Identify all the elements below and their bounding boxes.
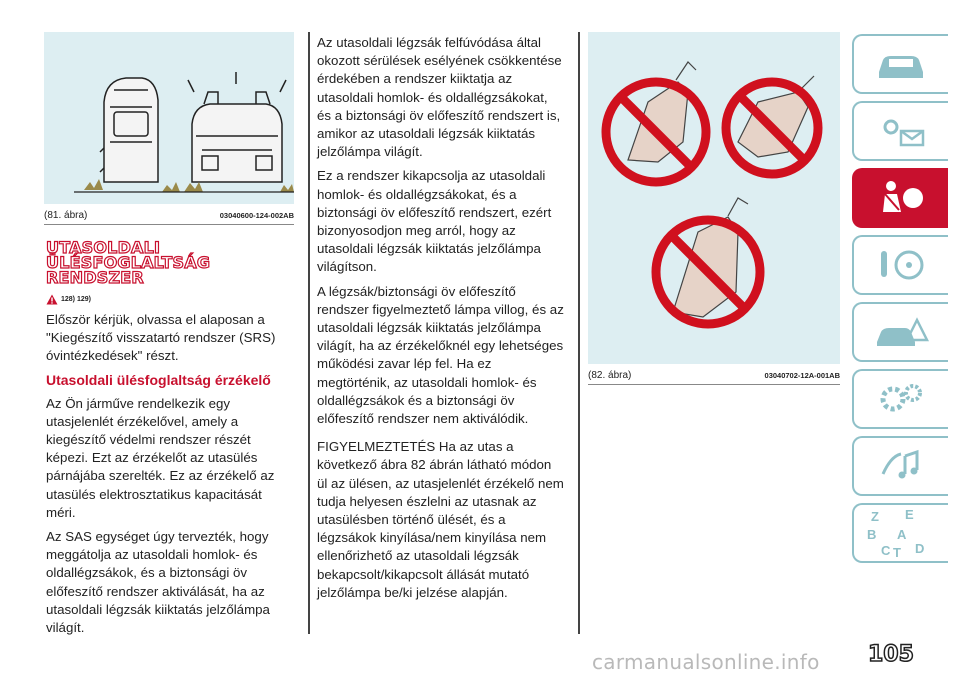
key-steering-icon bbox=[871, 245, 931, 285]
figure-81-caption bbox=[44, 210, 294, 225]
index-letter-a: A bbox=[897, 527, 907, 542]
figure-82-label: (82. ábra) bbox=[588, 370, 632, 381]
section-title-line1: UTASOLDALI bbox=[46, 238, 161, 257]
column-divider-1 bbox=[308, 32, 310, 634]
watermark: carmanualsonline.info bbox=[592, 650, 820, 674]
index-letter-e: E bbox=[905, 507, 914, 522]
breakdown-icon bbox=[871, 312, 931, 352]
figure-82-caption bbox=[588, 370, 840, 385]
text-column-2 bbox=[317, 34, 565, 608]
index-letter-c: C bbox=[881, 543, 891, 558]
index-letter-z: Z bbox=[871, 509, 879, 524]
multimedia-icon bbox=[871, 446, 931, 486]
intro-paragraph: Először kérjük, olvassa el alaposan a "Kiegészítő visszatartó rendszer (SRS) óvintézkedések" részt. bbox=[46, 312, 276, 364]
page-number: 105 bbox=[868, 642, 914, 667]
index-letter-t: T bbox=[893, 545, 901, 559]
tab-airbag-seatbelt[interactable] bbox=[852, 168, 948, 228]
airbag-seatbelt-icon bbox=[871, 178, 931, 218]
col2-paragraph-3: A légzsák/biztonsági öv előfeszítő rendszer figyelmeztető lámpa villog, és az utasoldali légzsák kiiktatás jelzőlámpa világít, ha az érzékelőknél egy lehetséges működési zavar lép fel. Ha ez megtörténik, az utasoldali homlok- és oldallégzsákok és a biztonsági öv előfeszítő rendszer nem aktiválódik. bbox=[317, 283, 564, 427]
warning-triangle-icon bbox=[46, 294, 58, 305]
figure-81-image bbox=[44, 32, 294, 204]
tab-multimedia[interactable] bbox=[852, 436, 948, 496]
section-title-line2: ÜLÉSFOGLALTSÁG bbox=[46, 253, 211, 272]
subheading: Utasoldali ülésfoglaltság érzékelő bbox=[46, 371, 271, 388]
tab-dashboard[interactable] bbox=[852, 34, 948, 94]
car-dashboard-icon bbox=[871, 44, 931, 84]
tab-breakdown[interactable] bbox=[852, 302, 948, 362]
tab-key-steering[interactable] bbox=[852, 235, 948, 295]
paragraph-1: Az Ön járműve rendelkezik egy utasjelenlét érzékelővel, amely a kiegészítő védelmi rendszer részét képezi. Ezt az érzékelőt az utasülés párnájába szerelték. Ez az érzékelő az utasülés elektrosztatikus kapacitását méri. bbox=[46, 395, 275, 520]
warning-lights-icon bbox=[871, 111, 931, 151]
col2-paragraph-4: FIGYELMEZTETÉS Ha az utas a következő ábra 82 ábrán látható módon ül az ülésen, az utasjelenlét érzékelő nem tudja helyesen észlelni az utasnak az utasülésben történő ülését, és a légzsákok kinyílása/nem kinyílása nem ellenőrizhető az utasoldali légzsák bekapcsolt/kikapcsolt állását mutató jelzőlámpa be/ki jelzése alapján. bbox=[317, 439, 564, 600]
index-letter-d: D bbox=[915, 541, 925, 556]
figure-82-code: 03040702-12A-001AB bbox=[764, 371, 840, 380]
section-title-line3: RENDSZER bbox=[46, 268, 144, 287]
col2-paragraph-1: Az utasoldali légzsák felfúvódása által okozott sérülések esélyének csökkentése érdekében a rendszer kiiktatja az utasoldali homlok- és oldallégzsákokat, és a biztonsági öv előfeszítő rendszert is, amikor az utasoldali légzsák kiiktatás jelzőlámpa világít. bbox=[317, 35, 562, 160]
col2-paragraph-2: Ez a rendszer kikapcsolja az utasoldali homlok- és oldallégzsákokat, és a biztonsági öv előfeszítő rendszert, ezért bizonyosodjon meg arról, hogy az utasoldali légzsák kiiktatás jelzőlámpa világítson. bbox=[317, 168, 552, 275]
figure-81-code: 03040600-124-002AB bbox=[219, 211, 294, 220]
index-letter-b: B bbox=[867, 527, 877, 542]
paragraph-2: Az SAS egységet úgy tervezték, hogy meggátolja az utasoldali homlok- és oldallégzsákok, és a biztonsági öv előfeszítő rendszer aktiválását, ha az utasoldali légzsák kiiktatás jelzőlámpa világít. bbox=[46, 529, 270, 636]
warning-reference bbox=[46, 294, 91, 305]
gears-icon bbox=[871, 379, 931, 419]
figure-81-label: (81. ábra) bbox=[44, 210, 88, 221]
figure-82-image bbox=[588, 32, 840, 364]
warning-refs-text: 128) 129) bbox=[61, 296, 91, 303]
text-column-1 bbox=[46, 311, 291, 643]
index-letters-icon bbox=[865, 507, 937, 559]
tab-maintenance[interactable] bbox=[852, 369, 948, 429]
tab-index[interactable] bbox=[852, 503, 948, 563]
chapter-sidebar bbox=[852, 34, 948, 570]
section-title bbox=[46, 240, 296, 285]
tab-warning-lights[interactable] bbox=[852, 101, 948, 161]
column-divider-2 bbox=[578, 32, 580, 634]
